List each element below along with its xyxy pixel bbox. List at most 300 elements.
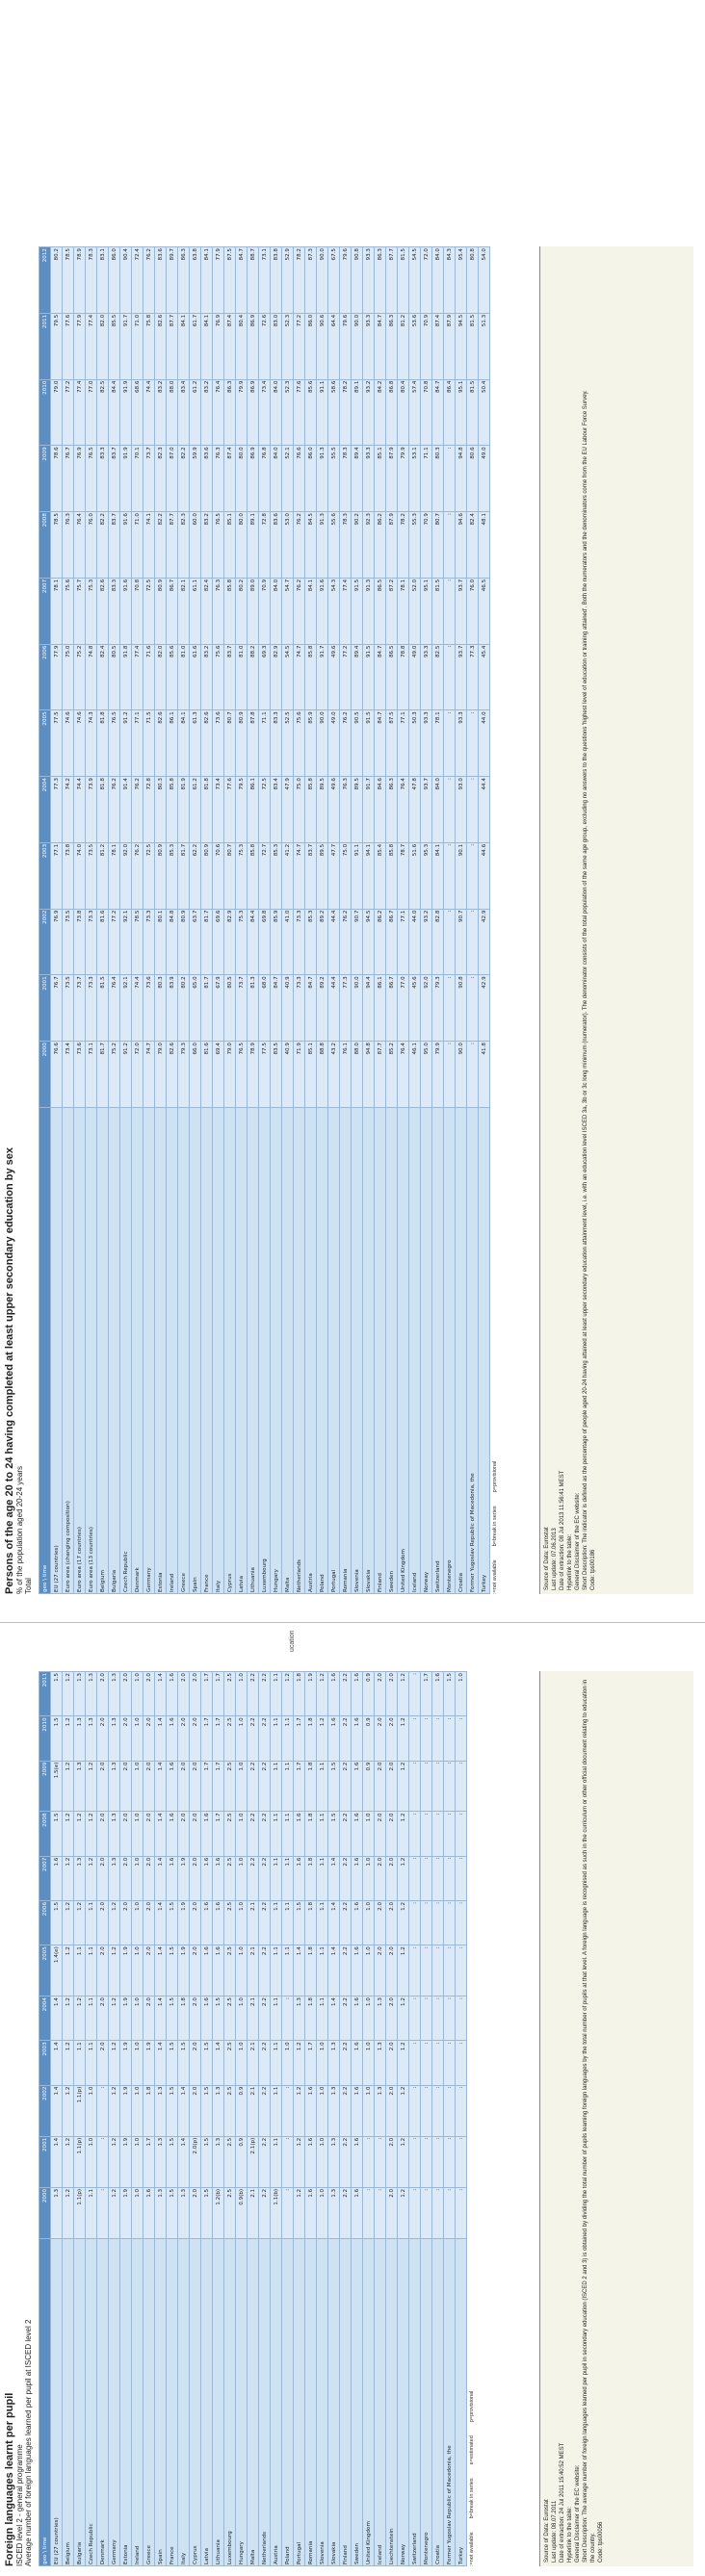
table-cell: 52.0: [409, 578, 421, 644]
table-cell: 1.5: [167, 2085, 178, 2136]
table-cell: 93.3: [421, 644, 432, 710]
table-cell: 89.5: [317, 777, 328, 843]
table-cell: 72.5: [144, 842, 155, 909]
table-cell: 90.0: [352, 975, 363, 1042]
table-cell: 74.7: [294, 644, 305, 710]
table-cell: :: [456, 2041, 467, 2085]
table-cell: 2.2: [340, 2136, 352, 2187]
table-cell: 81.5: [97, 975, 109, 1042]
table-row: [352, 1672, 363, 2566]
table-cell: 84.2: [375, 379, 386, 446]
table-cell: 93.0: [456, 777, 467, 843]
table-cell: 1.0: [86, 2085, 97, 2136]
table-cell: 76.4: [213, 379, 224, 446]
row-label: Belgium: [97, 1107, 109, 1593]
table-cell: 76.1: [340, 1042, 352, 1108]
table-cell: 1.6: [167, 1761, 178, 1812]
table-cell: 83.7: [109, 446, 120, 512]
table-cell: 84.0: [271, 379, 282, 446]
table-cell: 76.2: [109, 777, 120, 843]
table-cell: 73.8: [74, 909, 86, 975]
table-cell: 86.2: [375, 512, 386, 579]
table-cell: 1.1: [317, 1945, 328, 1996]
table-cell: 87.4: [224, 446, 236, 512]
year-header: 2008: [39, 1812, 51, 1856]
table-cell: 1.2: [317, 1672, 328, 1716]
table-cell: 79.5: [236, 777, 248, 843]
table-row: [190, 247, 201, 1594]
table-cell: 1.0: [282, 2041, 294, 2085]
panel-b-subtitle1: % of the population aged 20-24 years: [15, 1466, 24, 1594]
table-cell: 1.6: [352, 1716, 363, 1761]
table-cell: 73.5: [63, 975, 74, 1042]
table-cell: 81.7: [201, 909, 213, 975]
table-cell: 40.9: [282, 975, 294, 1042]
table-row: [363, 247, 375, 1594]
table-cell: 77.2: [63, 379, 74, 446]
table-cell: 86.7: [386, 909, 398, 975]
table-cell: 1.0: [132, 1900, 144, 1945]
table-row: [132, 247, 144, 1594]
table-cell: 1.1: [86, 2041, 97, 2085]
table-cell: 84.6: [375, 777, 386, 843]
table-cell: 76.4: [398, 777, 409, 843]
table-cell: 60.0: [190, 512, 201, 579]
table-cell: 76.0: [467, 578, 479, 644]
table-cell: 1.0: [317, 2085, 328, 2136]
table-cell: 1.2: [63, 1761, 74, 1812]
table-row: [51, 1672, 63, 2566]
row-label: Estonia: [120, 2239, 132, 2566]
table-cell: 86.3: [375, 247, 386, 314]
table-cell: 1.2: [294, 2085, 305, 2136]
table-cell: 76.2: [132, 777, 144, 843]
table-cell: 1.7: [201, 1716, 213, 1761]
table-cell: 85.5: [109, 313, 120, 379]
table-cell: 70.9: [421, 313, 432, 379]
table-cell: 2.2: [259, 1761, 271, 1812]
legend-item: b=break in series: [469, 2478, 475, 2519]
table-cell: 2.0: [144, 1812, 155, 1856]
table-cell: 85.9: [305, 710, 317, 777]
year-header: 2005: [39, 1945, 51, 1996]
table-cell: 90.0: [317, 710, 328, 777]
table-cell: 1.0: [132, 1945, 144, 1996]
table-cell: 54.3: [328, 578, 340, 644]
table-cell: 1.6: [352, 2041, 363, 2085]
table-cell: 72.6: [259, 313, 271, 379]
table-cell: 83.3: [97, 446, 109, 512]
table-cell: 44.4: [328, 909, 340, 975]
table-cell: 75.3: [236, 842, 248, 909]
table-row: [236, 1672, 248, 2566]
table-cell: 82.4: [467, 512, 479, 579]
table-cell: 83.6: [201, 446, 213, 512]
table-cell: 1.4: [178, 2085, 190, 2136]
table-cell: :: [432, 2187, 444, 2238]
table-cell: 1.0: [132, 1996, 144, 2041]
table-cell: 1.6: [352, 1672, 363, 1716]
table-cell: 78.9: [74, 247, 86, 314]
row-label: Luxembourg: [259, 1107, 271, 1593]
table-cell: :: [432, 2041, 444, 2085]
table-cell: 83.2: [201, 512, 213, 579]
table-cell: 1.5: [294, 1900, 305, 1945]
table-cell: 84.0: [432, 777, 444, 843]
table-cell: 2.2: [340, 1716, 352, 1761]
table-cell: 2.0: [190, 1761, 201, 1812]
table-cell: 1.4: [51, 1996, 63, 2041]
table-cell: 76.2: [294, 512, 305, 579]
table-cell: :: [444, 1945, 456, 1996]
table-cell: 84.7: [432, 379, 444, 446]
row-label: Netherlands: [259, 2239, 271, 2566]
table-row: [375, 1672, 386, 2566]
table-cell: 1.4: [155, 1945, 167, 1996]
table-row: [328, 1672, 340, 2566]
table-cell: 95.3: [421, 842, 432, 909]
table-cell: 81.7: [178, 842, 190, 909]
table-cell: 2.0: [386, 2041, 398, 2085]
row-label: Portugal: [328, 1107, 340, 1593]
table-cell: 2.0: [375, 1812, 386, 1856]
table-cell: 86.4: [444, 379, 456, 446]
table-cell: 1.6: [352, 1945, 363, 1996]
table-cell: 80.5: [109, 644, 120, 710]
table-cell: 78.2: [398, 512, 409, 579]
table-cell: 94.8: [363, 1042, 375, 1108]
panel-a-table: [39, 1671, 467, 2566]
table-cell: :: [456, 2085, 467, 2136]
table-cell: 1.8: [305, 1856, 317, 1900]
table-cell: 76.5: [86, 446, 97, 512]
table-cell: :: [432, 1945, 444, 1996]
row-label: Luxembourg: [224, 2239, 236, 2566]
table-row: [294, 1672, 305, 2566]
table-cell: 1.1: [271, 1716, 282, 1761]
row-label: Euro area (changing composition): [63, 1107, 74, 1593]
table-cell: 1.1: [271, 1812, 282, 1856]
table-cell: 1.9: [178, 1945, 190, 1996]
table-cell: 44.4: [328, 975, 340, 1042]
table-row: [213, 247, 224, 1594]
table-cell: 1.5: [167, 2136, 178, 2187]
table-cell: 1.5: [51, 1900, 63, 1945]
table-cell: 2.0: [97, 1900, 109, 1945]
table-cell: 2.5: [224, 2085, 236, 2136]
table-cell: 78.5: [132, 909, 144, 975]
table-cell: 84.4: [248, 909, 259, 975]
table-cell: :: [456, 1945, 467, 1996]
table-cell: 87.7: [167, 512, 178, 579]
table-cell: 2.0: [120, 1716, 132, 1761]
table-row: [86, 247, 97, 1594]
table-cell: 71.6: [144, 644, 155, 710]
table-cell: 86.1: [375, 975, 386, 1042]
table-cell: 54.0: [479, 247, 490, 314]
note-line: General Disclaimer of the EC website:: [575, 1492, 581, 1590]
table-cell: 69.6: [213, 909, 224, 975]
table-cell: 1.1(b): [271, 2187, 282, 2238]
table-cell: :: [421, 2041, 432, 2085]
legend-item: e=estimated: [469, 2435, 475, 2465]
table-cell: 80.2: [178, 975, 190, 1042]
table-row: [167, 247, 178, 1594]
table-cell: :: [444, 2136, 456, 2187]
row-label: Italy: [213, 1107, 224, 1593]
table-cell: 1.0: [363, 1856, 375, 1900]
table-cell: 82.8: [432, 909, 444, 975]
table-row: [409, 247, 421, 1594]
table-cell: 88.8: [317, 1042, 328, 1108]
row-label: Greece: [144, 2239, 155, 2566]
table-cell: 76.8: [259, 446, 271, 512]
table-cell: 1.1: [317, 1812, 328, 1856]
year-header: 2007: [39, 1856, 51, 1900]
table-cell: 82.6: [167, 1042, 178, 1108]
table-cell: 61.2: [190, 777, 201, 843]
table-cell: 74.4: [74, 777, 86, 843]
row-label: Iceland: [375, 2239, 386, 2566]
table-cell: 78.5: [51, 512, 63, 579]
table-cell: 1.3: [74, 1761, 86, 1812]
row-label: Montenegro: [444, 1107, 456, 1593]
table-cell: 91.1: [352, 842, 363, 909]
table-cell: 76.4: [74, 512, 86, 579]
row-label: Ireland: [132, 2239, 144, 2566]
table-cell: 80.2: [236, 578, 248, 644]
table-cell: 1.2: [398, 1672, 409, 1716]
year-header: 2000: [39, 1042, 51, 1108]
table-cell: 88.0: [352, 1042, 363, 1108]
table-cell: 78.7: [398, 842, 409, 909]
row-label: Iceland: [409, 1107, 421, 1593]
table-cell: 92.0: [421, 975, 432, 1042]
table-cell: :: [444, 975, 456, 1042]
table-cell: 1.9: [120, 2041, 132, 2085]
table-cell: 1.0: [456, 1672, 467, 1716]
table-cell: 2.2: [248, 1856, 259, 1900]
panel-a-header: [4, 1671, 33, 2566]
row-label: Sweden: [352, 2239, 363, 2566]
table-cell: 70.1: [132, 446, 144, 512]
table-cell: 1.2: [109, 2187, 120, 2238]
table-cell: 44.0: [409, 909, 421, 975]
table-cell: 53.1: [409, 446, 421, 512]
table-cell: 1.0: [236, 1900, 248, 1945]
table-cell: 85.1: [305, 1042, 317, 1108]
table-cell: 83.0: [271, 313, 282, 379]
table-cell: 2.0: [97, 1996, 109, 2041]
table-cell: 87.9: [386, 512, 398, 579]
table-cell: 2.2: [259, 1900, 271, 1945]
row-label: Czech Republic: [120, 1107, 132, 1593]
table-cell: 2.2: [340, 2085, 352, 2136]
row-label: Lithuania: [213, 2239, 224, 2566]
table-cell: 86.9: [248, 379, 259, 446]
table-cell: 2.0: [386, 1900, 398, 1945]
row-label: Hungary: [271, 1107, 282, 1593]
table-cell: 1.6: [167, 1672, 178, 1716]
table-cell: 1.5: [167, 2041, 178, 2085]
table-cell: 86.3: [386, 777, 398, 843]
panel-a-table-box: [39, 1671, 479, 2566]
year-header: 2009: [39, 446, 51, 512]
table-cell: 1.2(b): [213, 2187, 224, 2238]
table-cell: 1.4: [51, 2085, 63, 2136]
table-cell: 1.9: [305, 1672, 317, 1716]
table-cell: 1.1(p): [74, 2136, 86, 2187]
table-cell: 73.4: [259, 379, 271, 446]
table-cell: 76.7: [51, 975, 63, 1042]
table-cell: 2.0: [386, 1812, 398, 1856]
table-cell: 84.3: [444, 247, 456, 314]
table-cell: 44.4: [479, 777, 490, 843]
table-cell: :: [421, 2187, 432, 2238]
table-cell: 85.3: [305, 909, 317, 975]
table-cell: 75.6: [213, 644, 224, 710]
legend-item: p=provisional: [492, 1460, 498, 1493]
table-cell: 76.4: [398, 1042, 409, 1108]
table-cell: 72.0: [421, 247, 432, 314]
table-cell: 77.5: [51, 710, 63, 777]
table-cell: 81.9: [178, 777, 190, 843]
table-cell: 1.3: [109, 1672, 120, 1716]
table-cell: 90.1: [456, 842, 467, 909]
table-cell: 1.5: [213, 1996, 224, 2041]
table-cell: 2.0: [375, 1856, 386, 1900]
table-cell: 80.4: [236, 313, 248, 379]
table-cell: 2.5: [224, 1812, 236, 1856]
table-row: [144, 247, 155, 1594]
table-cell: 86.3: [224, 379, 236, 446]
table-cell: 1.2: [74, 1900, 86, 1945]
table-cell: 1.8: [305, 1761, 317, 1812]
table-cell: :: [432, 1812, 444, 1856]
table-row: [201, 247, 213, 1594]
table-row: [375, 247, 386, 1594]
table-cell: 87.9: [444, 313, 456, 379]
table-cell: 91.7: [120, 313, 132, 379]
table-cell: 2.0: [386, 1672, 398, 1716]
table-cell: 88.2: [248, 644, 259, 710]
table-cell: 1.2: [109, 1900, 120, 1945]
table-cell: 84.8: [167, 909, 178, 975]
table-cell: 1.0: [363, 2085, 375, 2136]
table-cell: 73.9: [86, 777, 97, 843]
row-label: Denmark: [97, 2239, 109, 2566]
table-cell: 1.4: [328, 1856, 340, 1900]
table-cell: 2.2: [259, 2085, 271, 2136]
table-cell: 1.5: [201, 2085, 213, 2136]
table-cell: 76.3: [213, 578, 224, 644]
table-cell: 77.4: [86, 313, 97, 379]
table-cell: 1.2: [109, 2085, 120, 2136]
panel-b-legend: [492, 246, 498, 1594]
table-cell: 85.8: [248, 842, 259, 909]
table-cell: 1.4: [51, 2041, 63, 2085]
table-cell: 86.0: [109, 247, 120, 314]
table-cell: 80.0: [236, 512, 248, 579]
table-cell: :: [421, 1945, 432, 1996]
table-cell: 1.0: [236, 1856, 248, 1900]
table-cell: :: [467, 842, 479, 909]
table-cell: :: [432, 1716, 444, 1761]
table-cell: 76.6: [294, 446, 305, 512]
table-cell: 1.1: [271, 1900, 282, 1945]
table-cell: 81.8: [97, 777, 109, 843]
table-cell: 1.0: [363, 1900, 375, 1945]
table-cell: 1.1: [86, 2187, 97, 2238]
table-cell: 80.0: [236, 446, 248, 512]
table-cell: 2.1: [248, 2085, 259, 2136]
table-cell: 93.7: [456, 578, 467, 644]
table-cell: :: [444, 1812, 456, 1856]
table-cell: 78.1: [109, 842, 120, 909]
table-cell: 81.7: [201, 975, 213, 1042]
table-cell: :: [409, 1812, 421, 1856]
table-cell: 2.5: [224, 1716, 236, 1761]
table-cell: 2.2: [259, 1672, 271, 1716]
table-cell: 2.5: [224, 2187, 236, 2238]
table-cell: 80.2: [51, 247, 63, 314]
table-cell: 70.9: [421, 512, 432, 579]
table-cell: 85.9: [271, 909, 282, 975]
table-cell: 73.1: [86, 1042, 97, 1108]
table-cell: 84.1: [178, 710, 190, 777]
table-cell: 87.4: [432, 313, 444, 379]
table-cell: 1.3: [74, 1716, 86, 1761]
table-cell: 64.4: [328, 313, 340, 379]
table-cell: :: [467, 777, 479, 843]
table-cell: 90.8: [456, 975, 467, 1042]
table-cell: 77.2: [109, 909, 120, 975]
table-cell: 83.7: [305, 842, 317, 909]
table-cell: 80.9: [236, 710, 248, 777]
table-cell: 1.8: [144, 2085, 155, 2136]
table-cell: 91.3: [317, 446, 328, 512]
table-cell: 1.6: [352, 2136, 363, 2187]
year-header: 2004: [39, 1996, 51, 2041]
table-row: [467, 247, 479, 1594]
table-cell: 78.3: [340, 446, 352, 512]
table-cell: 75.8: [144, 313, 155, 379]
table-cell: 1.1: [282, 1945, 294, 1996]
table-cell: 77.2: [294, 313, 305, 379]
table-cell: 78.9: [248, 1042, 259, 1108]
table-cell: 1.2: [398, 1812, 409, 1856]
table-cell: 82.9: [224, 909, 236, 975]
table-cell: 84.5: [305, 512, 317, 579]
row-label: Poland: [317, 1107, 328, 1593]
table-cell: 72.8: [259, 512, 271, 579]
table-cell: 1.5: [201, 2136, 213, 2187]
table-cell: 75.3: [86, 578, 97, 644]
table-cell: 76.5: [213, 512, 224, 579]
table-cell: 63.7: [190, 909, 201, 975]
table-cell: 83.2: [201, 644, 213, 710]
table-cell: 75.2: [74, 644, 86, 710]
table-cell: 71.1: [259, 710, 271, 777]
table-row: [386, 247, 398, 1594]
table-cell: 47.9: [282, 777, 294, 843]
table-cell: 2.5: [224, 1945, 236, 1996]
table-cell: 69.8: [259, 909, 271, 975]
legend-item: :=not available: [469, 2532, 475, 2566]
table-cell: 1.1: [271, 1996, 282, 2041]
table-cell: 1.1: [317, 1996, 328, 2041]
row-label: Germany: [109, 2239, 120, 2566]
